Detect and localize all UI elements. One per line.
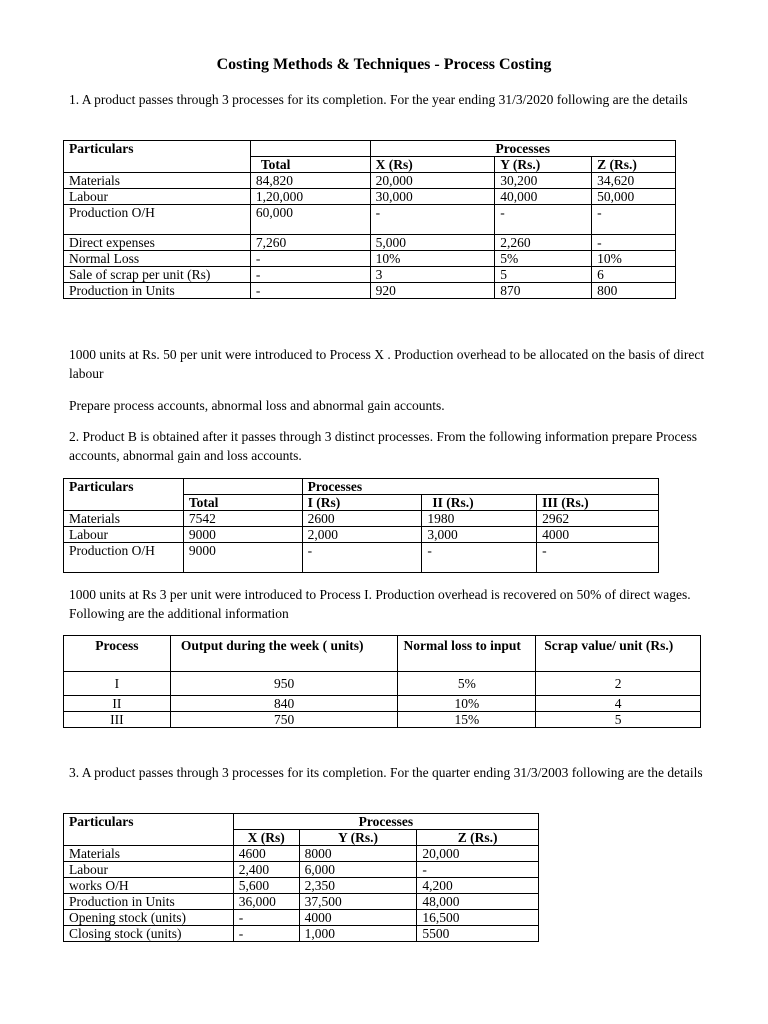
table-cell: 7,260	[250, 235, 370, 251]
table-cell: 2,000	[302, 527, 422, 543]
q2-col-total: Total	[183, 495, 302, 511]
table-cell: Normal Loss	[64, 251, 251, 267]
table-cell: works O/H	[64, 878, 234, 894]
table-row	[64, 511, 659, 527]
q2-table	[63, 478, 659, 573]
table-row	[64, 910, 539, 926]
table-cell: Materials	[64, 846, 234, 862]
q2-note: 1000 units at Rs 3 per unit were introduced to Process I. Production overhead is recovered on 50% of direct wages. Following are the additional information	[69, 587, 691, 621]
table-cell: 3,000	[422, 527, 537, 543]
q3-col-y: Y (Rs.)	[299, 830, 417, 846]
table-row	[64, 283, 676, 299]
table-cell: 5%	[495, 251, 592, 267]
table-cell: 800	[592, 283, 676, 299]
table-cell: Sale of scrap per unit (Rs)	[64, 267, 251, 283]
q1-col-total: Total	[250, 157, 370, 173]
table-cell: 5	[536, 712, 701, 728]
table-cell: 15%	[398, 712, 536, 728]
table-cell: 2,260	[495, 235, 592, 251]
q1-table	[63, 140, 676, 299]
table-cell: -	[250, 251, 370, 267]
table-cell: -	[250, 283, 370, 299]
table-cell: -	[417, 862, 539, 878]
table-cell: 5%	[398, 672, 536, 696]
q3-intro: 3. A product passes through 3 processes for its completion. For the quarter ending 31/3/2003 following are the details	[69, 765, 703, 780]
table-cell: 5,600	[233, 878, 299, 894]
table-cell: Labour	[64, 527, 184, 543]
q1-header-particulars: Particulars	[64, 141, 251, 157]
table-row	[64, 846, 539, 862]
table-cell: Materials	[64, 173, 251, 189]
q2-col-i: I (Rs)	[302, 495, 422, 511]
q2-intro: 2. Product B is obtained after it passes through 3 distinct processes. From the following information prepare Process accounts, abnormal gain and loss accounts.	[69, 429, 698, 463]
table-row	[64, 235, 676, 251]
q1-col-x: X (Rs)	[370, 157, 495, 173]
table-row	[64, 527, 659, 543]
table-cell: 30,200	[495, 173, 592, 189]
table-cell: 1980	[422, 511, 537, 527]
table-cell: 48,000	[417, 894, 539, 910]
table-cell: 4	[536, 696, 701, 712]
table-row	[64, 267, 676, 283]
table-cell: 840	[170, 696, 398, 712]
table-cell: 1,20,000	[250, 189, 370, 205]
q1-note-1: 1000 units at Rs. 50 per unit were introduced to Process X . Production overhead to be allocated on the basis of direct labour	[69, 347, 705, 381]
table-cell: 37,500	[299, 894, 417, 910]
table-cell: I	[64, 672, 171, 696]
table-cell: III	[64, 712, 171, 728]
q1-note-2: Prepare process accounts, abnormal loss and abnormal gain accounts.	[69, 398, 445, 413]
table-cell: -	[422, 543, 537, 573]
table-cell: Scrap value/ unit (Rs.)	[536, 636, 701, 672]
table-cell: Production in Units	[64, 894, 234, 910]
table-cell: 4,200	[417, 878, 539, 894]
table-cell: 60,000	[250, 205, 370, 221]
q1-col-y: Y (Rs.)	[495, 157, 592, 173]
table-cell: Materials	[64, 511, 184, 527]
table-cell: 2962	[537, 511, 659, 527]
table-cell: 10%	[370, 251, 495, 267]
table-cell: 7542	[183, 511, 302, 527]
q3-col-z: Z (Rs.)	[417, 830, 539, 846]
table-cell: Labour	[64, 862, 234, 878]
table-cell: 6	[592, 267, 676, 283]
table-cell: 1,000	[299, 926, 417, 942]
table-row	[64, 189, 676, 205]
q3-col-x: X (Rs)	[233, 830, 299, 846]
table-row	[64, 251, 676, 267]
table-cell	[495, 220, 592, 235]
page-title: Costing Methods & Techniques - Process Costing	[216, 56, 552, 73]
table-cell: -	[370, 205, 495, 221]
table-cell: -	[592, 235, 676, 251]
table-cell: Closing stock (units)	[64, 926, 234, 942]
table-cell: Normal loss to input	[398, 636, 536, 672]
table-cell: 10%	[398, 696, 536, 712]
table-cell: -	[592, 205, 676, 221]
table-cell: 5500	[417, 926, 539, 942]
table-row	[64, 543, 659, 573]
table-cell	[64, 495, 184, 511]
table-cell	[250, 141, 370, 157]
table-cell: Output during the week ( units)	[170, 636, 398, 672]
table-cell: Direct expenses	[64, 235, 251, 251]
q1-intro: 1. A product passes through 3 processes for its completion. For the year ending 31/3/2020 following are the details	[69, 92, 688, 107]
q2-header-processes: Processes	[302, 479, 658, 495]
table-cell: Production in Units	[64, 283, 251, 299]
table-row	[64, 672, 701, 696]
table-cell: Labour	[64, 189, 251, 205]
table-row	[64, 862, 539, 878]
table-cell	[64, 830, 234, 846]
table-cell: 20,000	[370, 173, 495, 189]
table-cell	[370, 220, 495, 235]
table-cell: 9000	[183, 543, 302, 573]
table-cell: -	[233, 926, 299, 942]
table-cell	[64, 220, 251, 235]
table-cell	[250, 220, 370, 235]
table-cell: 50,000	[592, 189, 676, 205]
table-cell: 950	[170, 672, 398, 696]
q3-table	[63, 813, 539, 942]
table-row	[64, 696, 701, 712]
table-cell: 30,000	[370, 189, 495, 205]
table-cell: Process	[64, 636, 171, 672]
table-cell: 34,620	[592, 173, 676, 189]
table-cell: 920	[370, 283, 495, 299]
table-cell: 870	[495, 283, 592, 299]
q1-header-processes: Processes	[370, 141, 675, 157]
table-row	[64, 878, 539, 894]
table-cell: II	[64, 696, 171, 712]
table-cell	[64, 157, 251, 173]
table-cell: Opening stock (units)	[64, 910, 234, 926]
table-cell: 4600	[233, 846, 299, 862]
table-cell: 4000	[537, 527, 659, 543]
q3-header-particulars: Particulars	[64, 814, 234, 830]
table-cell: -	[495, 205, 592, 221]
q2-additional-table	[63, 635, 701, 728]
table-row	[64, 894, 539, 910]
q2-col-ii: II (Rs.)	[422, 495, 537, 511]
table-cell	[183, 479, 302, 495]
table-cell: 16,500	[417, 910, 539, 926]
table-cell: 6,000	[299, 862, 417, 878]
table-cell: 750	[170, 712, 398, 728]
table-cell: 3	[370, 267, 495, 283]
table-cell: 84,820	[250, 173, 370, 189]
table-cell: 9000	[183, 527, 302, 543]
q3-header-processes: Processes	[233, 814, 538, 830]
table-row	[64, 712, 701, 728]
table-cell: 2600	[302, 511, 422, 527]
q2-col-iii: III (Rs.)	[537, 495, 659, 511]
table-row	[64, 926, 539, 942]
table-cell: 2,350	[299, 878, 417, 894]
table-cell: 40,000	[495, 189, 592, 205]
table-cell	[592, 220, 676, 235]
table-cell: 10%	[592, 251, 676, 267]
table-cell: 5	[495, 267, 592, 283]
table-cell: 5,000	[370, 235, 495, 251]
table-cell: -	[302, 543, 422, 573]
table-cell: 8000	[299, 846, 417, 862]
table-cell: 2,400	[233, 862, 299, 878]
table-row	[64, 205, 676, 221]
table-cell: 2	[536, 672, 701, 696]
table-cell: 36,000	[233, 894, 299, 910]
q1-col-z: Z (Rs.)	[592, 157, 676, 173]
table-cell: Production O/H	[64, 543, 184, 573]
table-cell: -	[537, 543, 659, 573]
q2-header-particulars: Particulars	[64, 479, 184, 495]
table-cell: Production O/H	[64, 205, 251, 221]
table-cell: -	[233, 910, 299, 926]
table-row	[64, 173, 676, 189]
table-cell: 20,000	[417, 846, 539, 862]
table-cell: -	[250, 267, 370, 283]
table-cell: 4000	[299, 910, 417, 926]
